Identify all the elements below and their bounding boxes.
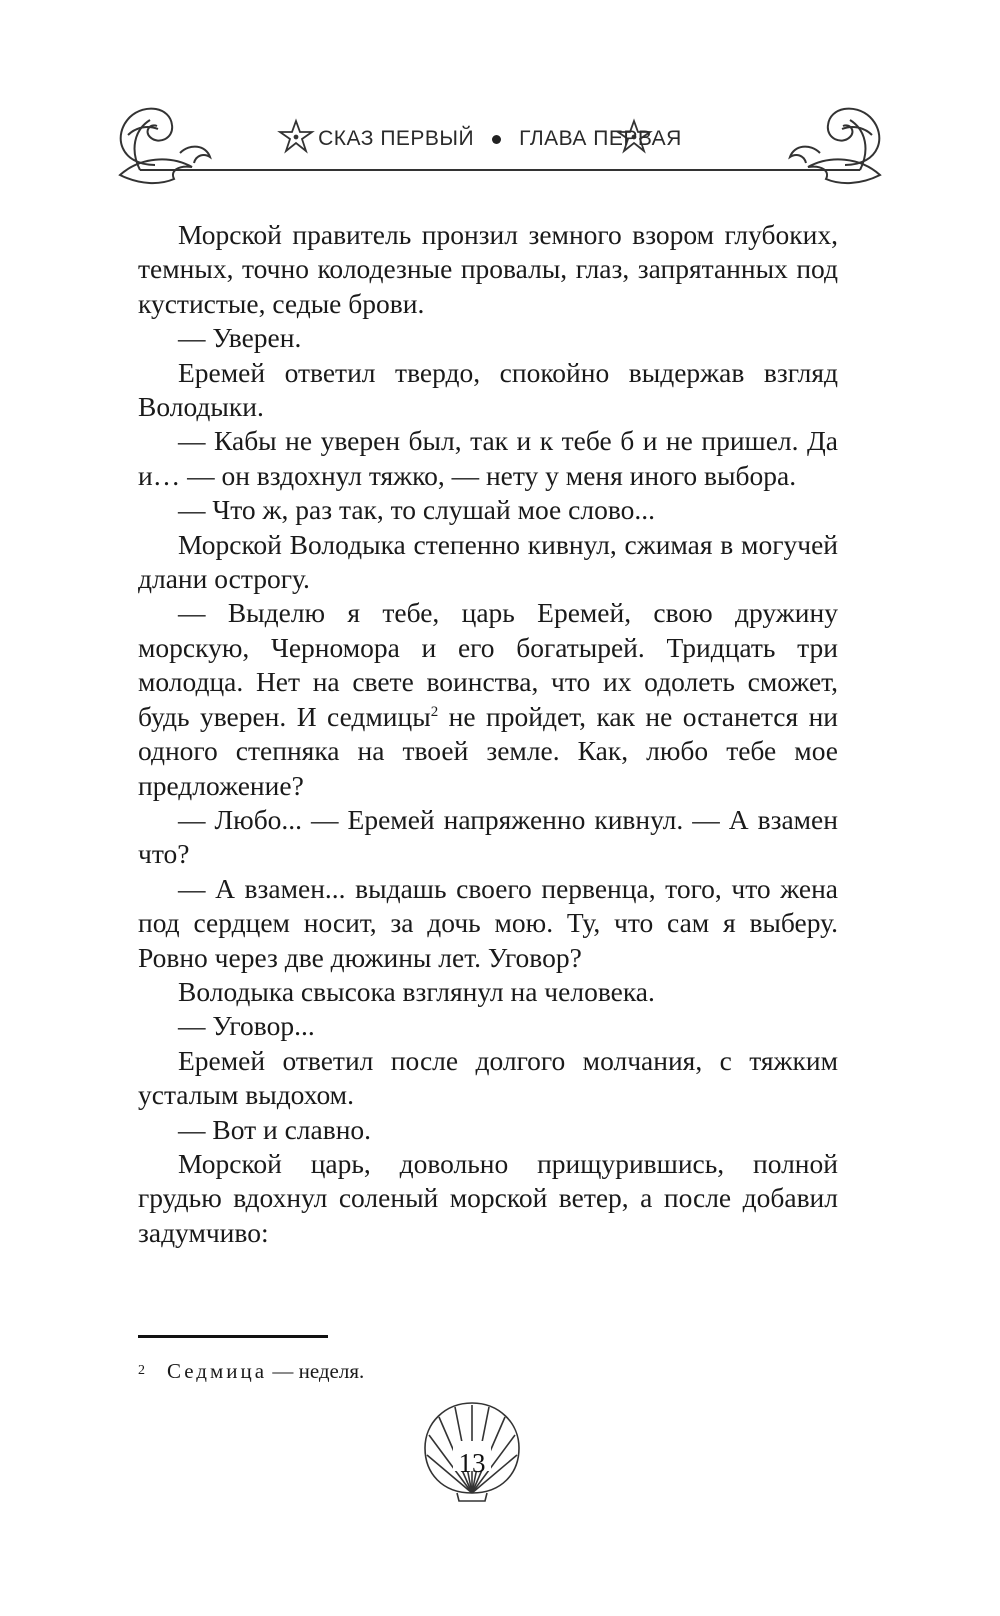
paragraph-text: — Выделю я тебе, царь Еремей, свою дружину морскую, Черномора и его богатырей. Тридцать три молодца. Нет на свете воинства, что их одолеть сможет, будь уверен. И седмицы (138, 597, 838, 732)
footnote-definition: — неделя. (267, 1359, 365, 1383)
running-header (100, 95, 900, 205)
paragraph (138, 596, 838, 802)
paragraph: Еремей ответил твердо, спокойно выдержав взгляд Володыки. (138, 356, 838, 423)
paragraph: Морской правитель пронзил земного взором глубоких, темных, точно колодезные провалы, глаз, запрятанных под кустистые, седые брови. (138, 219, 838, 319)
footnote-ref: 2 (430, 703, 439, 720)
header-chapter: ГЛАВА ПЕРВАЯ (519, 127, 682, 150)
paragraph: Володыка свысока взглянул на человека. (178, 975, 655, 1007)
paragraph: Морской царь, довольно прищурившись, полной грудью вдохнул соленый морской ветер, а после добавил задумчиво: (138, 1147, 838, 1248)
paragraph: — А взамен... выдашь своего первенца, того, что жена под сердцем носит, за дочь мою. Ту, что сам я выберу. Ровно через две дюжины лет. Уговор? (138, 872, 838, 973)
header-part: СКАЗ ПЕРВЫЙ (318, 127, 475, 150)
paragraph: Морской Володыка степенно кивнул, сжимая в могучей длани острогу. (138, 528, 838, 595)
header-title (100, 127, 900, 151)
footnote-marker: 2 (138, 1363, 145, 1378)
footnote (138, 1356, 364, 1386)
paragraph: Еремей ответил после долгого молчания, с тяжким усталым выдохом. (138, 1044, 838, 1111)
paragraph: — Вот и славно. (178, 1113, 372, 1145)
paragraph: — Любо... — Еремей напряженно кивнул. — А взамен что? (138, 803, 838, 870)
footnote-term: Седмица (167, 1359, 268, 1383)
paragraph: — Уверен. (178, 322, 302, 354)
body-text (138, 218, 838, 1250)
header-separator-dot (492, 135, 501, 144)
paragraph: — Что ж, раз так, то слушай мое слово... (178, 494, 655, 526)
paragraph: — Кабы не уверен был, так и к тебе б и не пришел. Да и… — он вздохнул тяжко, — нету у меня иного выбора. (138, 425, 838, 491)
paragraph: — Уговор... (178, 1010, 315, 1042)
footnote-divider (138, 1335, 328, 1338)
page-number: 13 (458, 1448, 486, 1478)
paragraph-text: не пройдет, как не останется ни одного степняка на твоей земле. Как, любо тебе мое предложение? (138, 700, 839, 801)
